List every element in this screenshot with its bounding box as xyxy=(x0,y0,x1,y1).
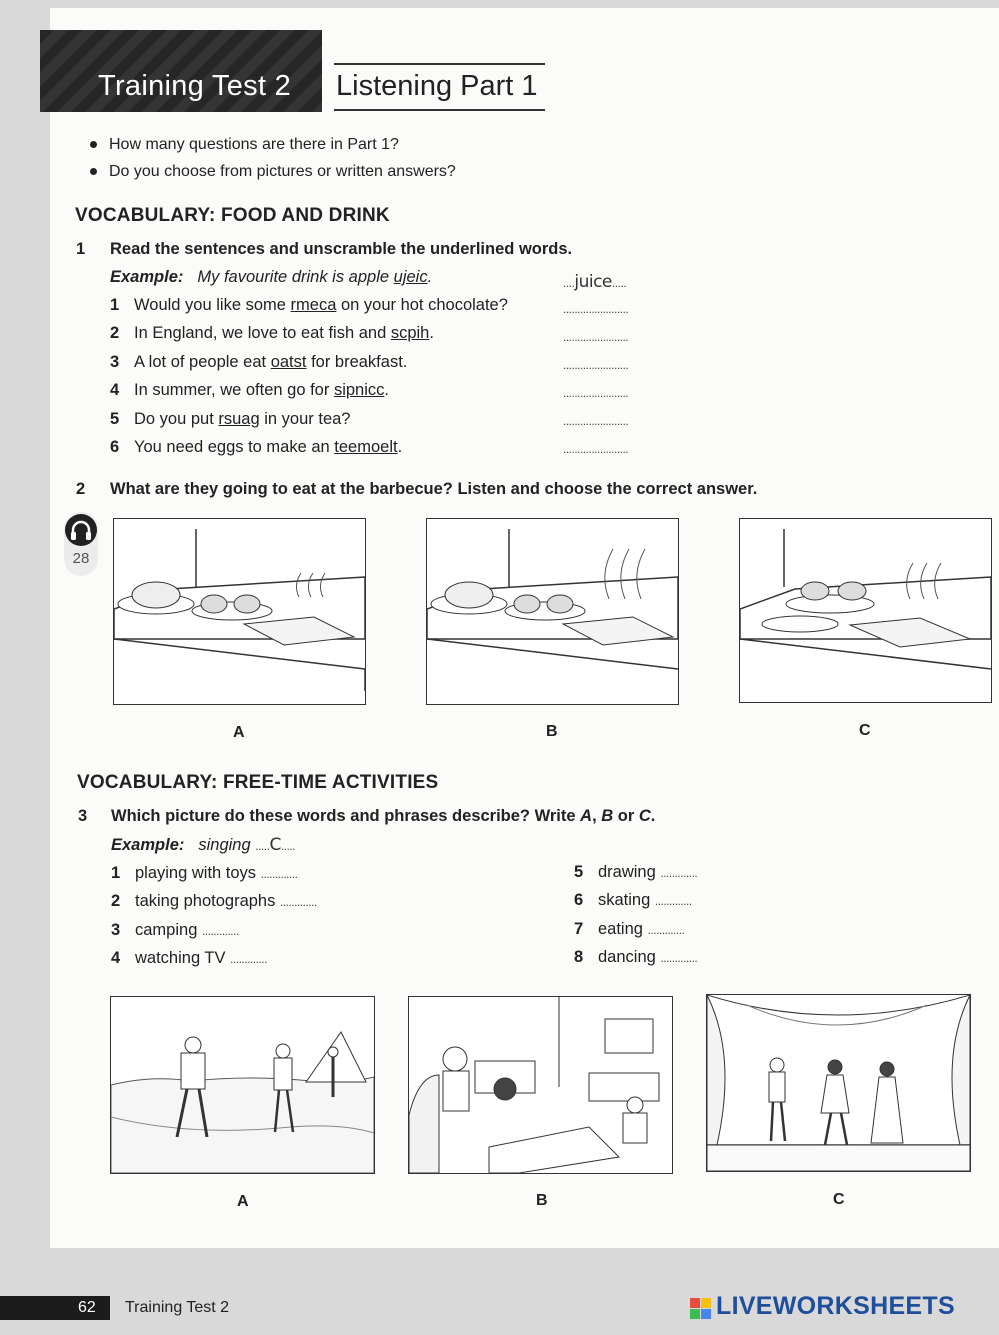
answer-blank[interactable]: ............. xyxy=(660,866,698,880)
question-number: 3 xyxy=(78,807,88,825)
activity-item: 5 drawing ............. xyxy=(574,863,698,881)
example-answer: ....juice..... xyxy=(563,272,627,292)
food-item: 6 You need eggs to make an teemoelt. xyxy=(110,438,403,456)
barbecue-a-illustration xyxy=(114,519,365,704)
title-rule-bottom xyxy=(334,109,545,111)
activity-item: 4 watching TV ............. xyxy=(111,949,267,967)
headphones-icon[interactable] xyxy=(65,514,97,546)
caption-a: A xyxy=(237,1193,249,1210)
activity-item: 2 taking photographs ............. xyxy=(111,892,317,910)
answer-blank[interactable]: ....................... xyxy=(563,330,629,344)
page-number: 62 xyxy=(78,1299,96,1316)
activity-item: 6 skating ............. xyxy=(574,891,692,909)
caption-c: C xyxy=(833,1191,845,1208)
answer-blank[interactable]: ....................... xyxy=(563,386,629,400)
example-line: Example: singing .....C..... xyxy=(111,835,295,855)
activity-item: 3 camping ............. xyxy=(111,921,239,939)
question-instruction: Read the sentences and unscramble the underlined words. xyxy=(110,240,573,258)
answer-blank[interactable]: ............. xyxy=(654,894,692,908)
section-heading-food: VOCABULARY: FOOD AND DRINK xyxy=(75,205,390,226)
bullet-dot-icon xyxy=(90,141,97,148)
activity-item: 1 playing with toys ............. xyxy=(111,864,298,882)
footer-title: Training Test 2 xyxy=(125,1299,230,1316)
bullet-item: How many questions are there in Part 1? xyxy=(90,136,399,154)
answer-blank[interactable]: ............. xyxy=(230,952,267,966)
answer-blank[interactable]: ............. xyxy=(279,895,317,909)
bullet-dot-icon xyxy=(90,168,97,175)
barbecue-picture-a[interactable] xyxy=(113,518,366,705)
audio-track-number: 28 xyxy=(72,550,90,567)
section-heading-free-time: VOCABULARY: FREE-TIME ACTIVITIES xyxy=(77,772,439,793)
food-item: 2 In England, we love to eat fish and scpih. xyxy=(110,324,434,342)
question-number: 1 xyxy=(76,240,86,258)
barbecue-c-illustration xyxy=(740,519,991,702)
caption-b: B xyxy=(546,723,558,740)
barbecue-picture-c[interactable] xyxy=(739,518,992,703)
activity-picture-b[interactable] xyxy=(408,996,673,1174)
activity-item: 8 dancing ............. xyxy=(574,948,698,966)
question-instruction: What are they going to eat at the barbecue? Listen and choose the correct answer. xyxy=(110,480,758,498)
title-rule-top xyxy=(334,63,545,65)
caption-a: A xyxy=(233,724,245,741)
answer-blank[interactable]: ....................... xyxy=(563,414,629,428)
stage-performance-illustration xyxy=(707,995,970,1171)
food-item: 5 Do you put rsuag in your tea? xyxy=(110,410,351,428)
liveworksheets-logo-icon xyxy=(690,1298,712,1320)
food-item: 4 In summer, we often go for sipnicc. xyxy=(110,381,389,399)
caption-b: B xyxy=(536,1192,548,1209)
answer-blank[interactable]: ............. xyxy=(201,924,239,938)
activity-item: 7 eating ............. xyxy=(574,920,685,938)
example-line: Example: My favourite drink is apple ujeic. xyxy=(110,268,433,286)
part-title: Listening Part 1 xyxy=(336,70,538,102)
question-instruction: Which picture do these words and phrases describe? Write A, B or C. xyxy=(111,807,656,825)
barbecue-picture-b[interactable] xyxy=(426,518,679,705)
answer-blank[interactable]: ....................... xyxy=(563,302,629,316)
food-item: 1 Would you like some rmeca on your hot chocolate? xyxy=(110,296,508,314)
bullet-item: Do you choose from pictures or written answers? xyxy=(90,163,456,181)
answer-blank[interactable]: ............. xyxy=(260,867,298,881)
answer-blank[interactable]: ....................... xyxy=(563,358,629,372)
liveworksheets-watermark: LIVEWORKSHEETS xyxy=(716,1292,955,1320)
skating-camping-illustration xyxy=(111,997,374,1173)
activity-picture-a[interactable] xyxy=(110,996,375,1174)
question-number: 2 xyxy=(76,480,86,498)
barbecue-b-illustration xyxy=(427,519,678,704)
answer-blank[interactable]: ....................... xyxy=(563,442,629,456)
answer-blank[interactable]: ............. xyxy=(660,951,698,965)
caption-c: C xyxy=(859,722,871,739)
test-title: Training Test 2 xyxy=(98,70,292,102)
answer-blank[interactable]: ............. xyxy=(647,923,685,937)
drawing-tv-illustration xyxy=(409,997,672,1173)
activity-picture-c[interactable] xyxy=(706,994,971,1172)
food-item: 3 A lot of people eat oatst for breakfast. xyxy=(110,353,408,371)
